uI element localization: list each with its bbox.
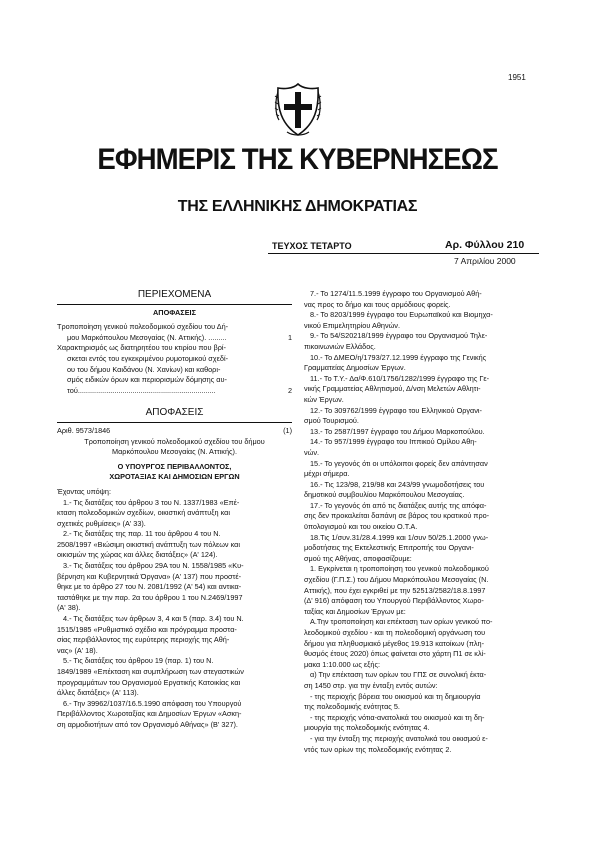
right-column [304, 289, 539, 755]
issue-date: 7 Απριλίου 2000 [454, 256, 516, 266]
paragraph [57, 561, 292, 614]
paragraph-line: 1. Εγκρίνεται η τροποποίηση του γενικού πολεοδομικού [310, 564, 489, 574]
paragraph-line: κταση πολεοδομικών σχεδίων, οικιστική ανάπτυξη και [57, 508, 231, 518]
toc-list [57, 322, 292, 396]
decision-ref: Αριθ. 9573/1846 [57, 425, 111, 435]
toc-entry [57, 322, 292, 343]
paragraph-line: - της περιοχής νότια-ανατολικά του οικισμού και τη δη- [310, 712, 485, 722]
minister-heading [57, 462, 292, 483]
paragraph [304, 713, 539, 734]
paragraph-line: 14.- Το 957/1999 έγγραφο του Ιππικού Ομίλου Αθη- [310, 437, 477, 447]
paragraph-line: 1515/1985 «Ρυθμιστικό σχέδιο και πρόγραμμα προστα- [57, 624, 237, 634]
paragraph-line: κών Έργων. [304, 394, 344, 404]
paragraph-line: άλλες διατάξεις» (Α' 113). [57, 688, 139, 698]
paragraph [304, 310, 539, 331]
paragraph-line: α) Την επέκταση των ορίων του ΓΠΣ σε συνολική έκτα- [310, 670, 487, 680]
paragraph [57, 614, 292, 656]
paragraph-line: λεοδομικού σχεδίου - και τη πολεοδομική οργάνωση του [304, 628, 486, 637]
paragraph [57, 656, 292, 698]
issue-part: ΤΕΥΧΟΣ ΤΕΤΑΡΤΟ [272, 241, 352, 251]
paragraph-line: νας προς το δήμο και τους αρμόδιους φορείς. [304, 299, 451, 309]
paragraph-line: 7.- Το 1274/11.5.1999 έγγραφο του Οργανισμού Αθή- [310, 289, 482, 298]
minister-line: Ο ΥΠΟΥΡΓΟΣ ΠΕΡΙΒΑΛΛΟΝΤΟΣ, [117, 461, 232, 471]
paragraph-line: νών. [304, 447, 320, 457]
paragraph-line: σχεδίου (Γ.Π.Σ.) του Δήμου Μαρκόπουλου Μεσογαίας (Ν. [304, 575, 489, 585]
paragraph-line: θυσμός έτους 2020) όπως φαίνεται στο χάρτη Π1 σε κλί- [304, 649, 486, 659]
paragraph [304, 459, 539, 480]
paragraph-line: ταστάθηκε με την παρ. 2α του άρθρου 1 του Ν.2469/1997 [57, 592, 243, 602]
paragraph [304, 734, 539, 755]
paragraph [304, 406, 539, 427]
decisions-rule [57, 422, 292, 423]
paragraph [304, 289, 539, 310]
paragraph-line: 18.Τις 1/συν.31/28.4.1999 και 1/συν 50/25.1.2000 γνω- [310, 532, 489, 542]
issue-number: Αρ. Φύλλου 210 [445, 239, 525, 251]
paragraph-line: σμού Τουρισμού. [304, 416, 359, 426]
paragraph-line: της πολεοδομικής ενότητας 5. [304, 702, 400, 712]
intro-text: Έχοντας υπόψη: [57, 486, 111, 496]
paragraph-line: σχετικές ρυθμίσεις» (Α' 33). [57, 518, 146, 528]
gazette-title: ΕΦΗΜΕΡΙΣ ΤΗΣ ΚΥΒΕΡΝΗΣΕΩΣ [97, 143, 498, 176]
paragraph [304, 692, 539, 713]
page-number: 1951 [508, 73, 526, 82]
paragraph [304, 533, 539, 565]
paragraph [57, 529, 292, 561]
toc-entry-text: Τροποποίηση γενικού πολεοδομικού σχεδίου του Δή- [57, 322, 229, 332]
paragraph-line: 2.- Τις διατάξεις της παρ. 11 του άρθρου 4 του Ν. [63, 529, 221, 539]
paragraph [57, 699, 292, 731]
decision-title-line: Μαρκόπουλου Μεσογαίας (Ν. Αττικής). [112, 447, 237, 457]
paragraph-line: πικοινωνιών Ελλάδος. [304, 341, 376, 351]
toc-entry-text: μου Μαρκόπουλου Μεσογαίας (Ν. Αττικής). ......... [67, 332, 227, 342]
paragraph-line: 12.- Το 309762/1999 έγγραφο του Ελληνικού Οργανι- [310, 405, 482, 415]
paragraph-line: 16.- Τις 123/98, 219/98 και 243/99 γνωμοδοτήσεις του [310, 479, 485, 489]
paragraph [304, 617, 539, 670]
paragraph-line: ντός των ορίων της πολεοδομικής ενότητας 2. [304, 744, 452, 754]
paragraph-line: 3.- Τις διατάξεις του άρθρου 29Α του Ν. 1558/1985 «Κυ- [63, 561, 244, 571]
paragraph-line: σίας περιβάλλοντος της ευρύτερης περιοχής της Αθή- [57, 635, 230, 645]
toc-heading: ΠΕΡΙΕΧΟΜΕΝΑ [137, 289, 212, 300]
paragraph-line: (Α' 38). [57, 603, 81, 613]
issue-rule [268, 253, 539, 254]
paragraph [304, 331, 539, 352]
paragraph-line: δημοτικού συμβουλίου Μαρκόπουλου Μεσογαίας. [304, 490, 465, 500]
decisions-heading: ΑΠΟΦΑΣΕΙΣ [145, 407, 204, 419]
paragraph-line: 6.- Την 39962/1037/16.5.1990 απόφαση του Υπουργού [63, 698, 242, 708]
paragraph-line: 9.- Το 54/S20218/1999 έγγραφο του Οργανισμού Τηλε- [310, 331, 488, 341]
toc-entry-text: ου του δήμου Καιδάνου (Ν. Χανίων) και καθορι- [67, 364, 221, 374]
paragraph [304, 501, 539, 533]
toc-entry-line [57, 333, 292, 344]
paragraph-line: 15.- Το γεγονός ότι οι υπόλοιποι φορείς δεν απάντησαν [310, 458, 488, 468]
paragraph-line: νικής Γραμματείας Αθλητισμού, Δ/νση Μελετών Αθλητι- [304, 384, 481, 394]
right-items [304, 289, 539, 755]
paragraph-line: 17.- Το γεγονός ότι από τις διατάξεις αυτής της απόφα- [310, 500, 487, 510]
paragraph-line: σης δεν προκαλείται δαπάνη σε βάρος του κρατικού προ- [304, 511, 490, 521]
gazette-subtitle: ΤΗΣ ΕΛΛΗΝΙΚΗΣ ΔΗΜΟΚΡΑΤΙΑΣ [177, 198, 418, 215]
paragraph-line: 5.- Τις διατάξεις του άρθρου 19 (παρ. 1) του Ν. [63, 656, 214, 666]
paragraph-line: 1849/1989 «Επέκταση και συμπλήρωση των στεγαστικών [57, 667, 244, 676]
paragraph-line: 13.- Το 2587/1997 έγγραφο του Δήμου Μαρκοπούλου. [310, 426, 485, 436]
minister-line: ΧΩΡΟΤΑΞΙΑΣ ΚΑΙ ΔΗΜΟΣΙΩΝ ΕΡΓΩΝ [109, 472, 240, 482]
paragraph-line: μιουργία της πολεοδομικής ενότητας 4. [304, 723, 430, 733]
paragraph-line: προγραμμάτων του Οργανισμού Εργατικής Κατοικίας και [57, 677, 241, 687]
toc-entry-text: σμός ειδικών όρων και περιορισμών δόμησης αυ- [67, 375, 227, 385]
paragraph-line: 10.- Το ΔΜΕΟ/η/1793/27.12.1999 έγγραφο της Γενικής [310, 352, 487, 362]
paragraph-line: 11.- Το Τ.Υ.- Δα/Φ.610/1756/1282/1999 έγγραφο της Γε- [310, 373, 490, 383]
paragraph-line: μακα 1:10.000 ως εξής: [304, 659, 381, 669]
greek-coat-of-arms-icon [273, 80, 323, 138]
toc-entry-line [57, 322, 292, 333]
paragraph [304, 353, 539, 374]
paragraph-line: μέχρι σήμερα. [304, 469, 350, 479]
paragraph-line: - για την ένταξη της περιοχής ανατολικά του οικισμού ε- [310, 733, 488, 743]
paragraph-line: ση αρμοδιοτήτων από τον Οργανισμό Αθήνας» (Β' 327). [57, 719, 238, 729]
paragraph-line: δήμου για πληθυσμιακό μέγεθος 19.913 κατοίκων (πλη- [304, 638, 485, 648]
paragraph [304, 564, 539, 617]
paragraph-line: ση 1450 στρ. για την ένταξη εντός αυτών: [304, 680, 438, 690]
paragraph-line: οικισμών της χώρας και άλλες διατάξεις» (Α' 124). [57, 550, 218, 560]
paragraph-line: νας» (Α' 18). [57, 645, 98, 655]
paragraph [304, 437, 539, 458]
paragraph-line: βέρνηση και Κυβερνητικά Όργανα» (Α' 137) που προστέ- [57, 571, 242, 581]
paragraph-line: Αττικής), που έχει εγκριθεί με την 52513/2582/18.8.1997 [304, 585, 486, 595]
toc-entry-line [57, 386, 292, 397]
paragraph-line: Περιβάλλοντος Χωροταξίας και Δημοσίων Έργων «Ασκη- [57, 709, 242, 719]
decision-title-line: Τροποποίηση γενικού πολεοδομικού σχεδίου του δήμου [84, 436, 265, 446]
paragraph-line: σμού της Αθήνας, αποφασίζουμε: [304, 553, 412, 563]
toc-entry-text: Χαρακτηρισμός ως διατηρητέου του κτιρίου που βρί- [57, 343, 226, 353]
toc-entry-line [57, 375, 292, 386]
toc-entry-line [57, 354, 292, 365]
paragraph [304, 480, 539, 501]
paragraph-line: Α.Την τροποποίηση και επέκταση των ορίων γενικού πο- [310, 617, 493, 627]
paragraph-line: θηκε με το άρθρο 27 του Ν. 2081/1992 (Α' 54) και αντικα- [57, 582, 242, 592]
paragraph-line: Γραμματείας Δημοσίων Έργων. [304, 363, 406, 373]
paragraph-line: ϋπολογισμού και του οικείου Ο.Τ.Α. [304, 522, 418, 532]
paragraph [304, 670, 539, 691]
toc-entry-page: 1 [287, 332, 292, 342]
toc-entry-line [57, 365, 292, 376]
left-column [57, 290, 292, 731]
toc-rule [57, 304, 292, 305]
toc-subheading: ΑΠΟΦΑΣΕΙΣ [153, 307, 196, 317]
paragraph-line: 2508/1997 «Βιώσιμη οικιστική ανάπτυξη των πόλεων και [57, 539, 240, 549]
toc-entry-line [57, 343, 292, 354]
paragraph-line: νικού Επιμελητηρίου Αθηνών. [304, 320, 400, 330]
paragraph-line: 4.- Τις διατάξεις των άρθρων 3, 4 και 5 (παρ. 3.4) του Ν. [63, 614, 244, 624]
decision-title [57, 437, 292, 458]
left-items [57, 498, 292, 731]
decision-ref-line [57, 426, 292, 437]
paragraph-line: 1.- Τις διατάξεις του άρθρου 3 του Ν. 1337/1983 «Επέ- [63, 497, 240, 507]
toc-entry-text: σκεται εντός του εγκεκριμένου ρυμοτομικού σχεδί- [67, 353, 228, 363]
paragraph-line: μοδοτήσεις της Εκτελεστικής Επιτροπής του Οργανι- [304, 543, 474, 553]
decision-ref-mark: (1) [283, 425, 292, 435]
paragraph-line: ταξίας και Δημοσίων Έργων με: [304, 606, 406, 616]
toc-entry-text: τού.................................................................... [67, 385, 216, 395]
toc-entry [57, 343, 292, 396]
paragraph [304, 427, 539, 438]
paragraph [57, 498, 292, 530]
paragraph-line: (Δ' 916) απόφαση του Υπουργού Περιβάλλοντος Χωρο- [304, 596, 484, 606]
paragraph-line: 8.- Το 8203/1999 έγγραφο του Ευρωπαϊκού και Βιομηχα- [310, 310, 493, 320]
paragraph [304, 374, 539, 406]
paragraph-line: - της περιοχής βόρεια του οικισμού και τη δημιουργία [310, 691, 481, 701]
toc-entry-page: 2 [287, 385, 292, 395]
